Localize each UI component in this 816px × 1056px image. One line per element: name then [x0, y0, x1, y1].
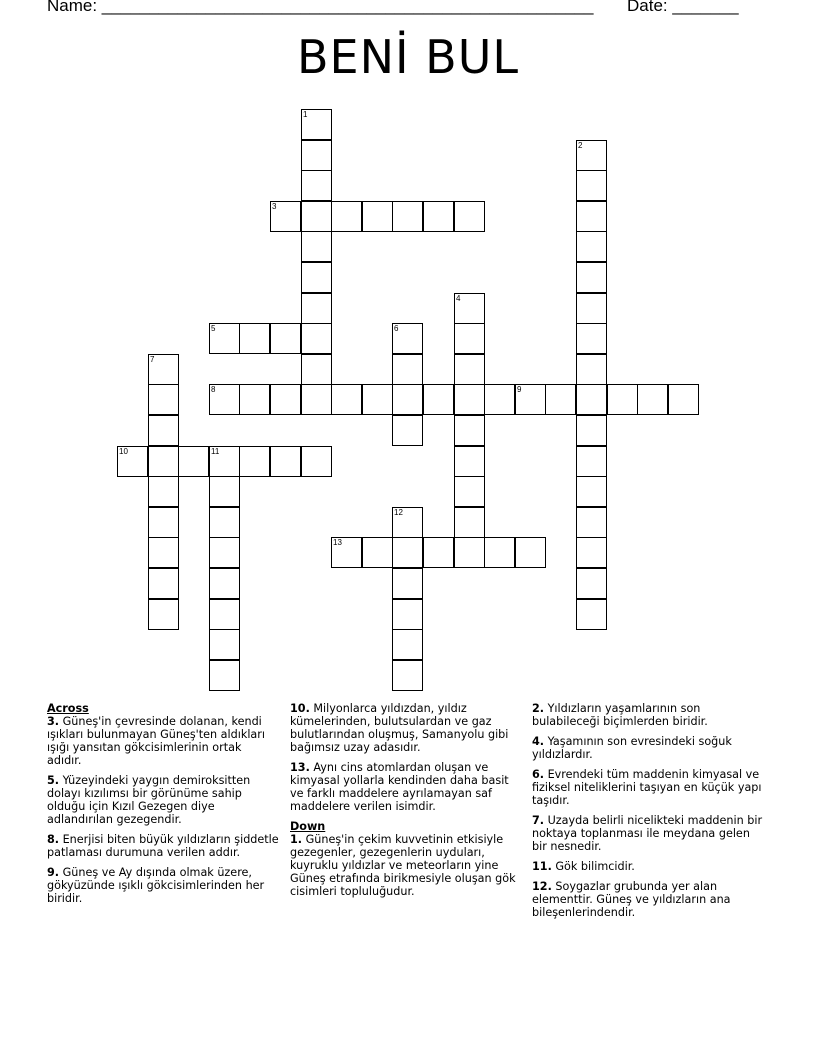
clue-text: Enerjisi biten büyük yıldızların şiddetle patlaması durumuna verilen addır.	[47, 833, 279, 859]
grid-cell[interactable]	[270, 446, 301, 477]
grid-cell[interactable]	[576, 170, 607, 201]
clue-text: Güneş ve Ay dışında olmak üzere, gökyüzünde ışıklı gökcisimlerinden her biridir.	[47, 866, 265, 905]
grid-cell[interactable]	[148, 537, 179, 568]
grid-cell[interactable]	[576, 507, 607, 538]
cell-number: 3	[272, 202, 277, 211]
grid-cell[interactable]	[209, 629, 240, 660]
grid-cell[interactable]	[576, 140, 607, 171]
grid-cell[interactable]	[148, 599, 179, 630]
grid-cell[interactable]	[209, 476, 240, 507]
grid-cell[interactable]	[423, 384, 454, 415]
grid-cell[interactable]	[301, 140, 332, 171]
grid-cell[interactable]	[392, 660, 423, 691]
clue-number: 8.	[47, 833, 60, 846]
grid-cell[interactable]	[209, 537, 240, 568]
clue-number: 5.	[47, 774, 60, 787]
grid-cell[interactable]	[148, 568, 179, 599]
clue	[532, 860, 764, 873]
clues-column-2	[290, 702, 522, 905]
clue	[47, 715, 279, 767]
clue-number: 9.	[47, 866, 60, 879]
grid-cell[interactable]	[576, 323, 607, 354]
clue	[532, 735, 764, 761]
grid-cell[interactable]	[515, 384, 546, 415]
cell-number: 1	[303, 110, 308, 119]
grid-cell[interactable]	[392, 537, 423, 568]
clue	[290, 833, 522, 898]
grid-cell[interactable]	[209, 599, 240, 630]
grid-cell[interactable]	[301, 384, 332, 415]
grid-cell[interactable]	[209, 384, 240, 415]
grid-cell[interactable]	[423, 537, 454, 568]
clue	[290, 761, 522, 813]
cell-number: 8	[211, 385, 216, 394]
grid-cell[interactable]	[331, 201, 362, 232]
grid-cell[interactable]	[301, 446, 332, 477]
cell-number: 13	[333, 538, 342, 547]
clue	[532, 768, 764, 807]
grid-cell[interactable]	[362, 384, 393, 415]
grid-cell[interactable]	[270, 384, 301, 415]
clue-text: Gök bilimcidir.	[551, 860, 635, 873]
grid-cell[interactable]	[454, 415, 485, 446]
grid-cell[interactable]	[454, 507, 485, 538]
grid-cell[interactable]	[392, 415, 423, 446]
clue-number: 3.	[47, 715, 60, 728]
grid-cell[interactable]	[392, 507, 423, 538]
grid-cell[interactable]	[301, 109, 332, 140]
clue-number: 11.	[532, 860, 552, 873]
grid-cell[interactable]	[423, 201, 454, 232]
cell-number: 10	[119, 447, 128, 456]
clue	[532, 814, 764, 853]
grid-cell[interactable]	[454, 201, 485, 232]
cell-number: 4	[456, 294, 461, 303]
grid-cell[interactable]	[239, 446, 270, 477]
grid-cell[interactable]	[209, 507, 240, 538]
grid-cell[interactable]	[392, 354, 423, 385]
clue	[47, 774, 279, 826]
clue	[532, 880, 764, 919]
clue-number: 6.	[532, 768, 545, 781]
grid-cell[interactable]	[148, 415, 179, 446]
grid-cell[interactable]	[209, 660, 240, 691]
name-field-label: Name: ____________________________________________________	[47, 0, 594, 15]
grid-cell[interactable]	[148, 507, 179, 538]
grid-cell[interactable]	[392, 568, 423, 599]
grid-cell[interactable]	[392, 629, 423, 660]
clue-number: 13.	[290, 761, 310, 774]
grid-cell[interactable]	[270, 323, 301, 354]
clue-text: Soygazlar grubunda yer alan elementtir. Güneş ve yıldızların ana bileşenlerindendir.	[532, 880, 731, 919]
cell-number: 6	[394, 324, 399, 333]
grid-cell[interactable]	[392, 384, 423, 415]
grid-cell[interactable]	[484, 537, 515, 568]
grid-cell[interactable]	[454, 446, 485, 477]
grid-cell[interactable]	[209, 446, 240, 477]
grid-cell[interactable]	[576, 384, 607, 415]
grid-cell[interactable]	[576, 415, 607, 446]
grid-cell[interactable]	[576, 293, 607, 324]
cell-number: 5	[211, 324, 216, 333]
grid-cell[interactable]	[454, 293, 485, 324]
grid-cell[interactable]	[576, 537, 607, 568]
grid-cell[interactable]	[392, 599, 423, 630]
clue-number: 4.	[532, 735, 545, 748]
clue-number: 2.	[532, 702, 545, 715]
cell-number: 2	[578, 141, 583, 150]
grid-cell[interactable]	[301, 323, 332, 354]
clue-number: 7.	[532, 814, 545, 827]
grid-cell[interactable]	[392, 201, 423, 232]
grid-cell[interactable]	[576, 476, 607, 507]
grid-cell[interactable]	[362, 201, 393, 232]
grid-cell[interactable]	[454, 384, 485, 415]
grid-cell[interactable]	[301, 262, 332, 293]
grid-cell[interactable]	[576, 262, 607, 293]
grid-cell[interactable]	[301, 201, 332, 232]
grid-cell[interactable]	[576, 446, 607, 477]
clue	[47, 866, 279, 905]
clue-text: Yüzeyindeki yaygın demiroksitten dolayı kızılımsı bir görünüme sahip olduğu için Kızıl Gezegen diye adlandırılan gezegendir.	[47, 774, 251, 826]
grid-cell[interactable]	[454, 354, 485, 385]
clue-text: Milyonlarca yıldızdan, yıldız kümelerinden, bulutsulardan ve gaz bulutlarından oluşmuş, Samanyolu gibi bağımsız uzay adasıdır.	[290, 702, 509, 754]
clue-number: 12.	[532, 880, 552, 893]
grid-cell[interactable]	[331, 384, 362, 415]
page-title: BENİ BUL	[296, 30, 520, 84]
grid-cell[interactable]	[270, 201, 301, 232]
grid-cell[interactable]	[148, 476, 179, 507]
grid-cell[interactable]	[301, 231, 332, 262]
grid-cell[interactable]	[576, 568, 607, 599]
grid-cell[interactable]	[607, 384, 638, 415]
grid-cell[interactable]	[668, 384, 699, 415]
grid-cell[interactable]	[484, 384, 515, 415]
grid-cell[interactable]	[209, 323, 240, 354]
grid-cell[interactable]	[392, 323, 423, 354]
grid-cell[interactable]	[148, 354, 179, 385]
clue-text: Uzayda belirli nicelikteki maddenin bir noktaya toplanması ile meydana gelen bir nesnedir.	[532, 814, 763, 853]
clue-number: 10.	[290, 702, 310, 715]
clue-text: Evrendeki tüm maddenin kimyasal ve fiziksel niteliklerini taşıyan en küçük yapı taşıdır.	[532, 768, 762, 807]
grid-cell[interactable]	[209, 568, 240, 599]
grid-cell[interactable]	[362, 537, 393, 568]
across-heading: Across	[47, 702, 89, 715]
cell-number: 11	[211, 447, 220, 456]
cell-number: 7	[150, 355, 155, 364]
grid-cell[interactable]	[576, 201, 607, 232]
grid-cell[interactable]	[331, 537, 362, 568]
grid-cell[interactable]	[239, 384, 270, 415]
grid-cell[interactable]	[576, 599, 607, 630]
clue-text: Yıldızların yaşamlarının son bulabileceği biçimlerden biridir.	[532, 702, 708, 728]
grid-cell[interactable]	[148, 446, 179, 477]
down-heading: Down	[290, 820, 326, 833]
clue	[47, 833, 279, 859]
clues-column-1	[47, 702, 279, 912]
clue-text: Aynı cins atomlardan oluşan ve kimyasal yollarla kendinden daha basit ve farklı maddelere ayrılamayan saf maddelere verilen isimdir.	[290, 761, 509, 813]
clues-column-3	[532, 702, 764, 926]
grid-cell[interactable]	[454, 537, 485, 568]
grid-cell[interactable]	[576, 354, 607, 385]
clue-text: Yaşamının son evresindeki soğuk yıldızlardır.	[532, 735, 732, 761]
grid-cell[interactable]	[515, 537, 546, 568]
clue-text: Güneş'in çevresinde dolanan, kendi ışıkları bulunmayan Güneş'ten aldıkları ışığı yansıtan gökcisimlerinin ortak adıdır.	[47, 715, 265, 767]
grid-cell[interactable]	[301, 293, 332, 324]
grid-cell[interactable]	[301, 170, 332, 201]
date-field-label: Date: _______	[627, 0, 739, 15]
cell-number: 9	[517, 385, 522, 394]
clue	[532, 702, 764, 728]
grid-cell[interactable]	[178, 446, 209, 477]
grid-cell[interactable]	[576, 231, 607, 262]
grid-cell[interactable]	[637, 384, 668, 415]
grid-cell[interactable]	[239, 323, 270, 354]
grid-cell[interactable]	[545, 384, 576, 415]
grid-cell[interactable]	[148, 384, 179, 415]
grid-cell[interactable]	[301, 354, 332, 385]
clue-text: Güneş'in çekim kuvvetinin etkisiyle gezegenler, gezegenlerin uyduları, kuyruklu yıldızlar ve meteorların yine Güneş etrafında birikmesiyle oluşan gök cisimleri topluluğudur.	[290, 833, 516, 898]
grid-cell[interactable]	[117, 446, 148, 477]
clue	[290, 702, 522, 754]
grid-cell[interactable]	[454, 323, 485, 354]
grid-cell[interactable]	[454, 476, 485, 507]
clue-number: 1.	[290, 833, 303, 846]
cell-number: 12	[394, 508, 403, 517]
